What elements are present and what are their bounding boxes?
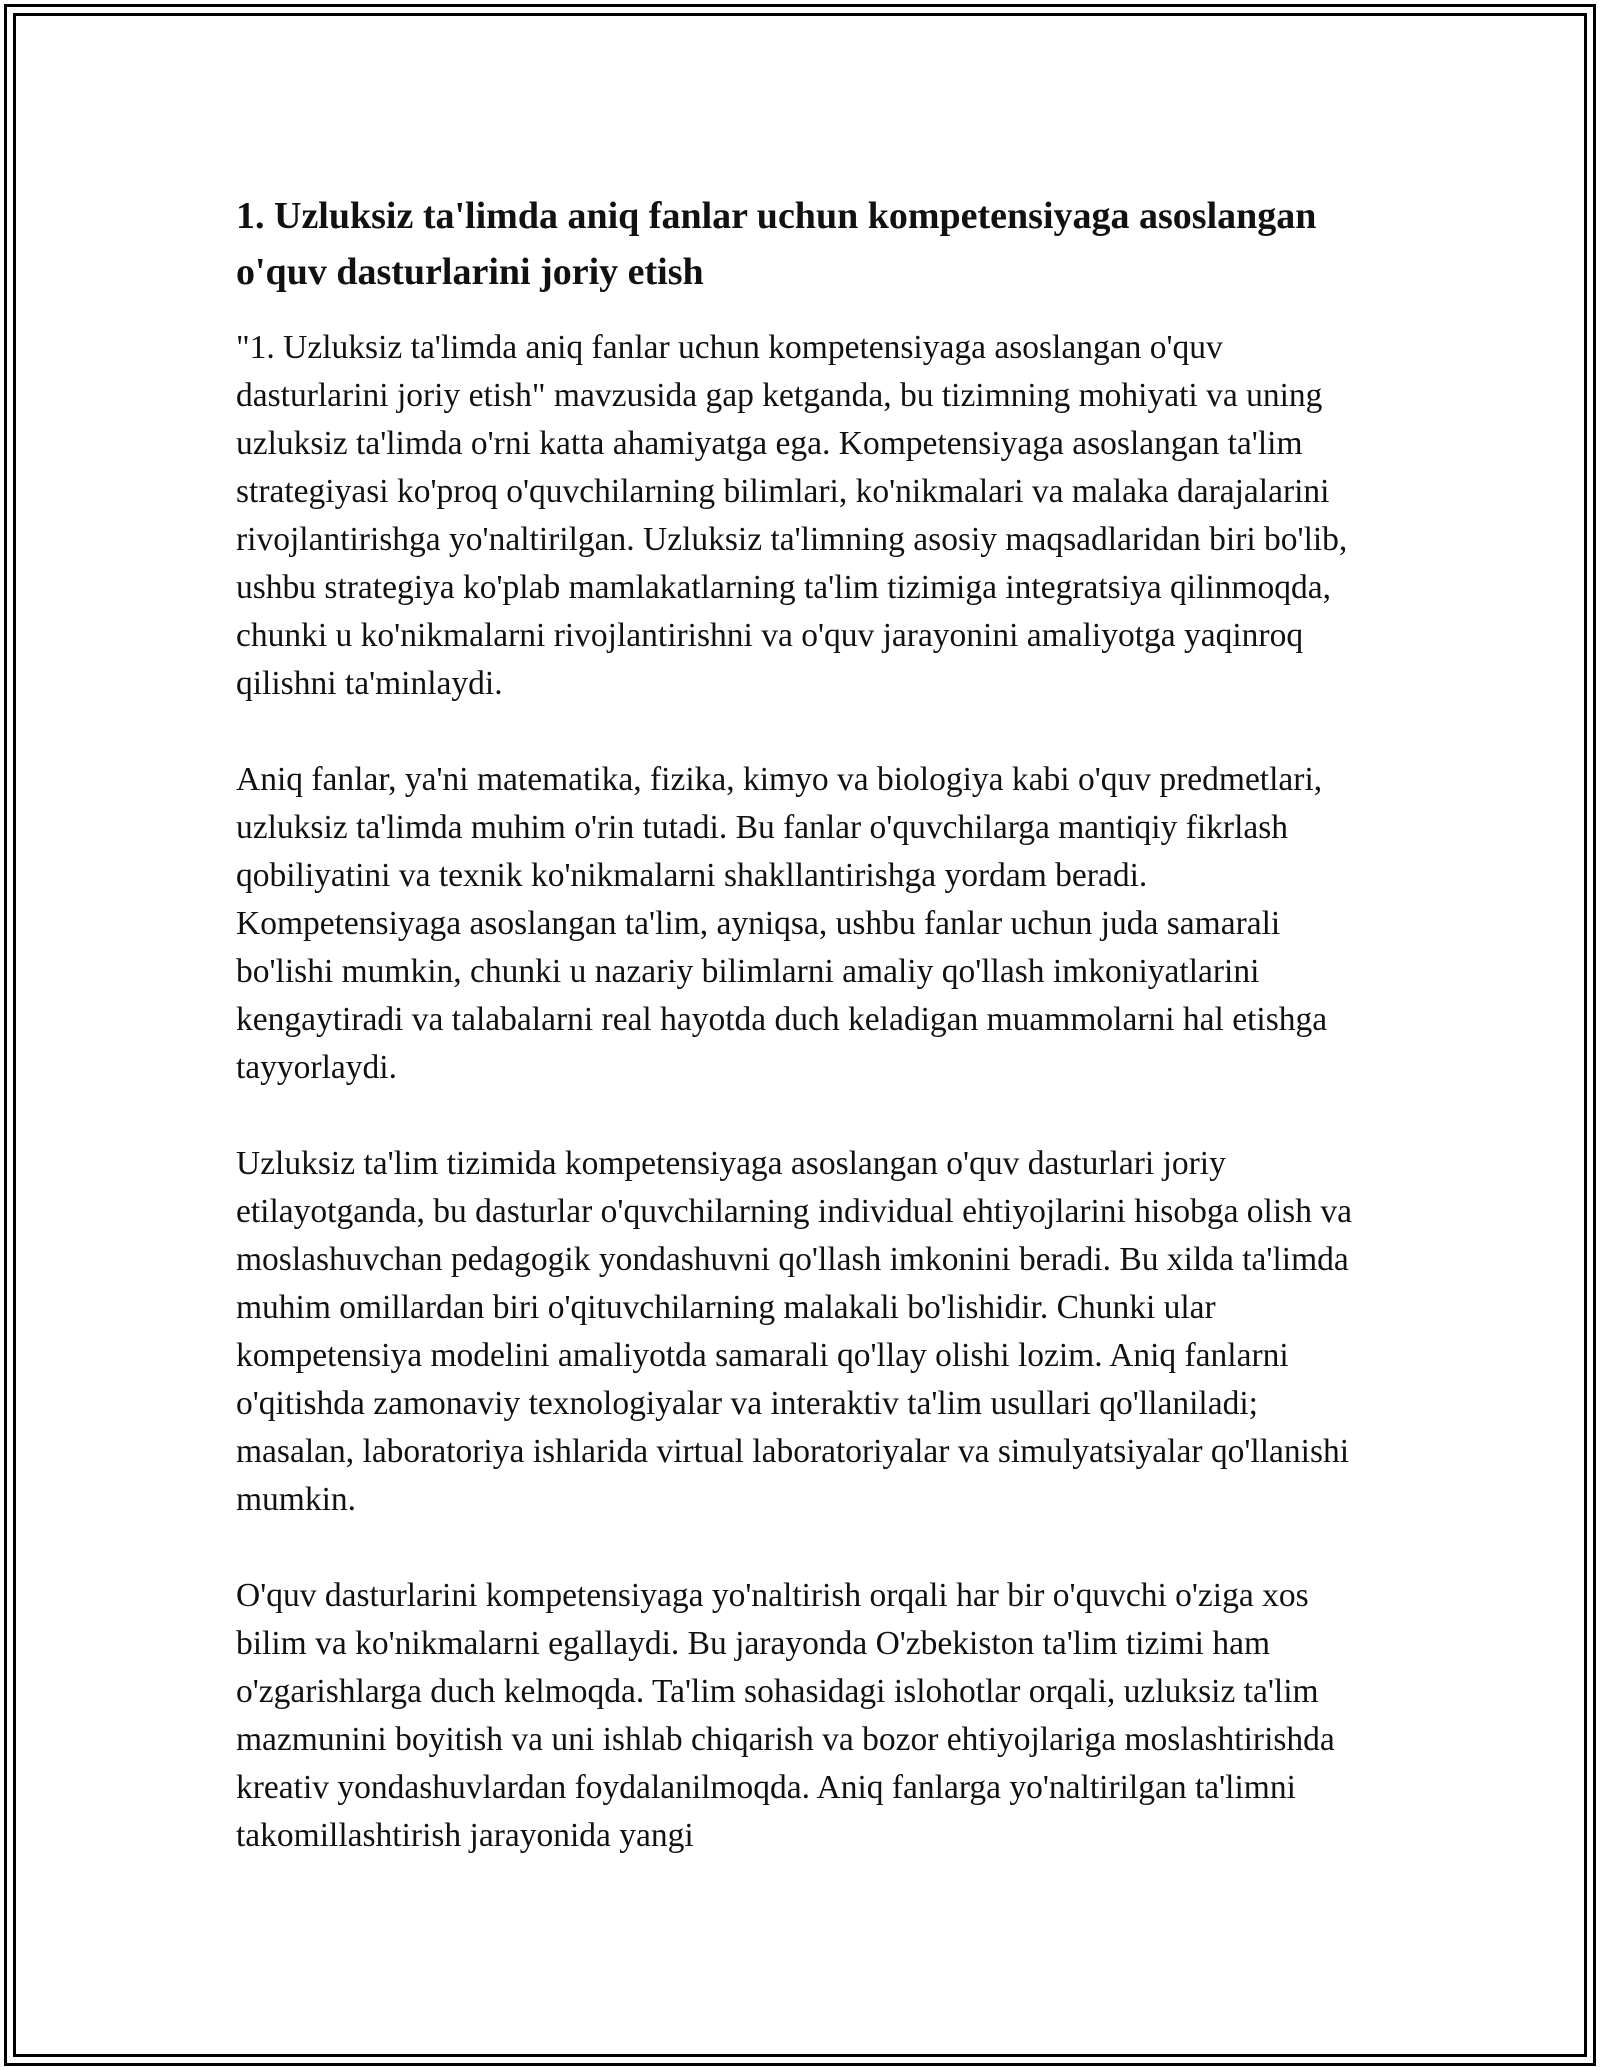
paragraph-3: Uzluksiz ta'lim tizimida kompetensiyaga asoslangan o'quv dasturlari joriy etilayotganda, bu dasturlar o'quvchilarning individual ehtiyojlarini hisobga olish va moslashuvchan pedagogik yondashuvni qo'llash imkonini beradi. Bu xilda ta'limda muhim omillardan biri o'qituvchilarning malakali bo'lishidir. Chunki ular kompetensiya modelini amaliyotda samarali qo'llay olishi lozim. Aniq fanlarni o'qitishda zamonaviy texnologiyalar va interaktiv ta'lim usullari qo'llaniladi; masalan, laboratoriya ishlarida virtual laboratoriyalar va simulyatsiyalar qo'llanishi mumkin. <box>236 1145 1352 1518</box>
paragraph-4: O'quv dasturlarini kompetensiyaga yo'naltirish orqali har bir o'quvchi o'ziga xos bilim va ko'nikmalarni egallaydi. Bu jarayonda O'zbekiston ta'lim tizimi ham o'zgarishlarga duch kelmoqda. Ta'lim sohasidagi islohotlar orqali, uzluksiz ta'lim mazmunini boyitish va uni ishlab chiqarish va bozor ehtiyojlariga moslashtirishda kreativ yondashuvlardan foydalanilmoqda. Aniq fanlarga yo'naltirilgan ta'limni takomillashtirish jarayonida yangi <box>236 1577 1335 1854</box>
document-body <box>236 188 1366 1908</box>
document-title: 1. Uzluksiz ta'limda aniq fanlar uchun kompetensiyaga asoslangan o'quv dasturlarini joriy etish <box>236 195 1317 293</box>
paragraph-1: "1. Uzluksiz ta'limda aniq fanlar uchun kompetensiyaga asoslangan o'quv dasturlarini joriy etish" mavzusida gap ketganda, bu tizimning mohiyati va uning uzluksiz ta'limda o'rni katta ahamiyatga ega. Kompetensiyaga asoslangan ta'lim strategiyasi ko'proq o'quvchilarning bilimlari, ko'nikmalari va malaka darajalarini rivojlantirishga yo'naltirilgan. Uzluksiz ta'limning asosiy maqsadlaridan biri bo'lib, ushbu strategiya ko'plab mamlakatlarning ta'lim tizimiga integratsiya qilinmoqda, chunki u ko'nikmalarni rivojlantirishni va o'quv jarayonini amaliyotga yaqinroq qilishni ta'minlaydi. <box>236 329 1348 702</box>
paragraph-2: Aniq fanlar, ya'ni matematika, fizika, kimyo va biologiya kabi o'quv predmetlari, uzluksiz ta'limda muhim o'rin tutadi. Bu fanlar o'quvchilarga mantiqiy fikrlash qobiliyatini va texnik ko'nikmalarni shakllantirishga yordam beradi. Kompetensiyaga asoslangan ta'lim, ayniqsa, ushbu fanlar uchun juda samarali bo'lishi mumkin, chunki u nazariy bilimlarni amaliy qo'llash imkoniyatlarini kengaytiradi va talabalarni real hayotda duch keladigan muammolarni hal etishga tayyorlaydi. <box>236 761 1328 1086</box>
